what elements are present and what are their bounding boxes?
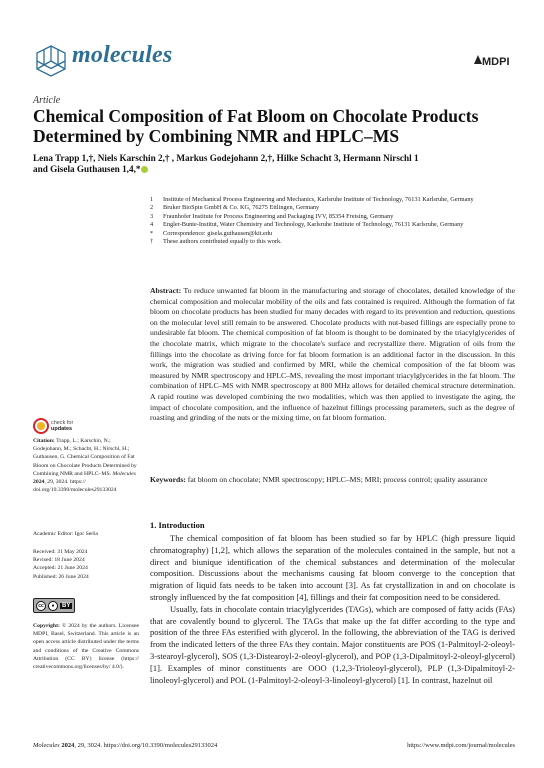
section-heading: 1. Introduction [150,520,205,530]
citation: Citation: Trapp, L.; Karschin, N.; Godejohann, M.; Schacht, H.; Nirschl, H.; Guthausen, G. Chemical Composition of Fat Bloom on Chocolate Products Determined by Combining NMR and HPLC–MS. Molecules 2024, 29, 3024. https:// doi.org/10.3390/molecules29133024 [33,438,137,494]
keywords-text: fat bloom on chocolate; NMR spectroscopy; HPLC–MS; MRI; process control; quality assurance [187,475,488,484]
abstract-label: Abstract: [150,286,182,295]
introduction-text [150,533,515,686]
author-line-2: and Gisela Guthausen 1,4,* [33,164,503,175]
article-dates [33,548,139,581]
journal-name: molecules [72,42,173,68]
cc-by-label: BY [62,602,71,609]
paragraph: Usually, fats in chocolate contain triacylglycerides (TAGs), which are composed of fatty acids (FAs) that are covalently bound to glycerol. The TAGs that make up the fat differ according to the type and position of the three FAs esterified with glycerol. In the following, the abbreviation of the TAG is derived from the indicated letters of the three FAs they contain. Major constituents are POS (1-Palmitoyl-2-oleoyl-3-stearoyl-glycerol), SOS (1,3-Distearoyl-2-oleoyl-glycerol), and POP (1,3-Dipalmitoyl-2-oleoyl-glycerol) [1]. Examples of minor constituents are OOO (1,2,3-Trioleoyl-glycerol), PLP (1,3-Dipalmitoyl-2-linoleoyl-glycerol) and POL (1-Palmitoyl-2-oleoyl-3-linoleoyl-glycerol) [1]. In contrast, hazelnut oil [150,603,515,685]
journal-header [32,40,512,80]
copyright: Copyright: © 2024 by the authors. Licensee MDPI, Basel, Switzerland. This article is an open access article distributed under the terms and conditions of the Creative Commons Attribution (CC BY) license (https:// creativecommons.org/licenses/by/ 4.0/). [33,623,139,671]
person-icon: ● [48,601,58,611]
correspondence: * Correspondence: gisela.guthausen@kit.edu [150,229,273,237]
mdpi-logo[interactable] [472,52,512,72]
affiliation-item: 1 Institute of Mechanical Process Engineering and Mechanics, Karlsruhe Institute of Technology, 76131 Karlsruhe, Germany [150,196,474,203]
published-date: Published: 26 June 2024 [33,573,89,580]
affiliation-item: 2 Bruker BioSpin GmbH & Co. KG, 76275 Ettlingen, Germany [150,204,320,212]
footer-journal-url[interactable]: https://www.mdpi.com/journal/molecules [407,742,515,749]
received-date: Received: 31 May 2024 [33,549,88,555]
footer-citation: Molecules 2024, 29, 3024. https://doi.org/10.3390/molecules29133024 [33,742,218,749]
paragraph: The chemical composition of fat bloom has been studied so far by HPLC (high pressure liquid chromatography) [1,2], which allows the separation of the molecules contained in the sample, but not a direct and biunique identification of the chemical substances and determination of the molecular composition. Discussions about the mechanisms causing fat bloom converge to the conception that migration of liquid fats needs to be taken into account [3]. As fat crystallization in and on chocolate is strongly influenced by the fat composition [4], fillings and their fat composition need to be considered. [150,533,515,602]
article-title: Chemical Composition of Fat Bloom on Chocolate Products Determined by Combining NMR and HPLC–MS [33,106,479,146]
affiliations [150,196,515,246]
check-updates-icon [33,418,49,434]
academic-editor: Academic Editor: Igor Serša [33,531,98,537]
author-line-1: Lena Trapp 1,†, Niels Karschin 2,† , Markus Godejohann 2,†, Hilke Schacht 3, Hermann Nirschl 1 [33,153,419,163]
keywords-label: Keywords: [150,475,186,484]
author-list [33,153,503,175]
affiliation-item: 3 Fraunhofer Institute for Process Engineering and Packaging IVV, 85354 Freising, Germany [150,212,394,220]
equal-contribution-note: † These authors contributed equally to this work. [150,238,282,246]
article-type: Article [33,95,61,106]
molecules-cube-icon [34,44,68,78]
mdpi-text: MDPI [482,56,510,68]
orcid-icon[interactable] [141,166,148,173]
accepted-date: Accepted: 21 June 2024 [33,565,88,572]
check-for-updates-button[interactable] [33,418,81,438]
abstract [150,286,515,424]
keywords [150,475,515,486]
revised-date: Revised: 18 June 2024 [33,557,85,564]
affiliation-item: 4 Engler-Bunte-Institut, Water Chemistry and Technology, Karlsruhe Institute of Technology, 76131 Karlsruhe, Germany [150,221,464,229]
cc-icon: cc [36,601,46,611]
abstract-text: To reduce unwanted fat bloom in the manufacturing and storage of chocolates, detailed knowledge of the chemical composition and molecular mobility of the oils and fats contained is required. Although the formation of fat bloom on chocolate products has been studied for many decades with regard to its prevention and reduction, questions on the molecular level still remain to be answered. Chocolate products with nut-based fillings are especially prone to undesirable fat bloom. The chemical composition of fat bloom is thought to be dominated by the triacylglycerides of the chocolate matrix, which migrate to the chocolate's surface and recrystallize there. Migration of oils from the fillings into the chocolate as driving force for fat bloom formation is an additional factor in the discussion. In this work, the migration was studied and confirmed by MRI, while the chemical composition of the fat bloom was measured by NMR spectroscopy and HPLC–MS, revealing the most important triacylglycerides in the fat bloom. The combination of HPLC–MS with NMR spectroscopy at 800 MHz allows for detailed chemical structure determination. A rapid routine was developed combining the two modalities, which was then applied to investigate the aging, the impact of chocolate composition, and the influence of hazelnut fillings processing parameters, such as the degree of roasting and grinding of the nuts or the mixing time, on fat bloom formation. [150,286,515,423]
cc-license-badge[interactable] [33,598,75,613]
check-updates-text: check for updates [51,420,74,433]
